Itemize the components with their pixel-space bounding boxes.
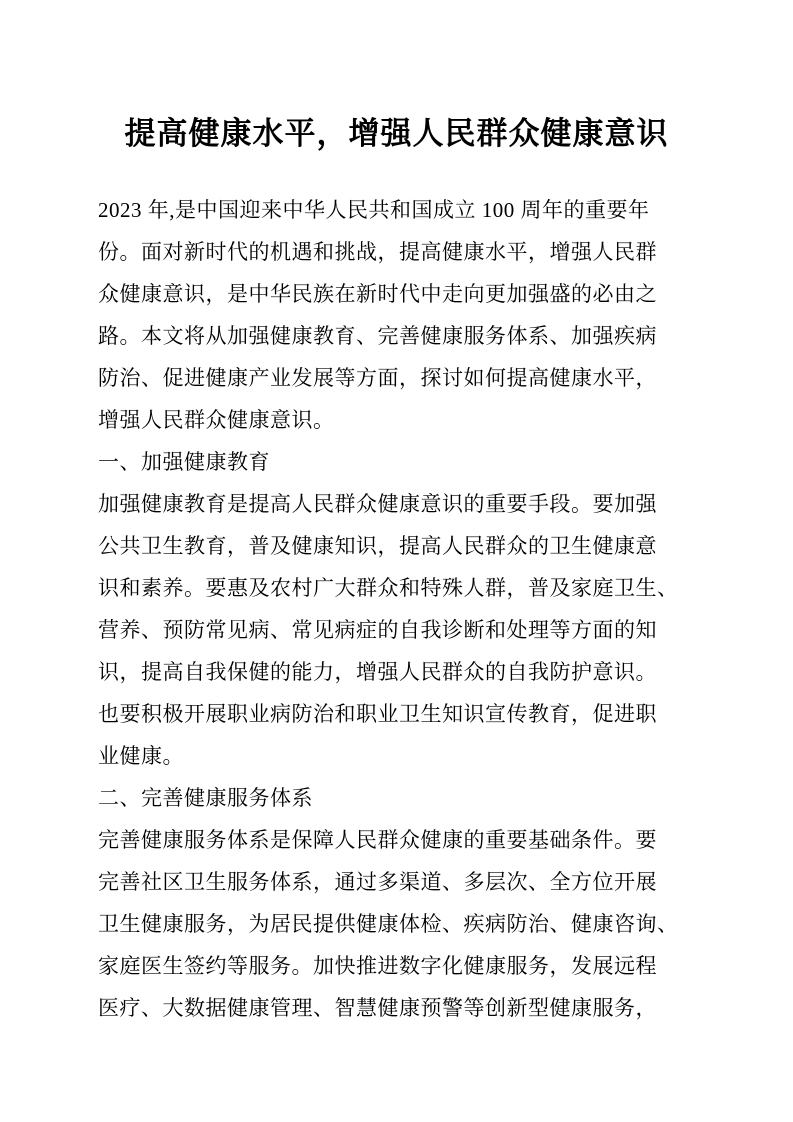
- paragraph-2-line-4: 营养、预防常见病、常见病症的自我诊断和处理等方面的知: [98, 618, 657, 642]
- paragraph-1-line-5: 防治、促进健康产业发展等方面，探讨如何提高健康水平，: [98, 366, 657, 390]
- paragraph-3-line-4: 家庭医生签约等服务。加快推进数字化健康服务，发展远程: [98, 954, 657, 978]
- paragraph-3-line-1: 完善健康服务体系是保障人民群众健康的重要基础条件。要: [98, 828, 657, 852]
- paragraph-1-line-3: 众健康意识，是中华民族在新时代中走向更加强盛的必由之: [98, 282, 657, 306]
- paragraph-2-line-5: 识，提高自我保健的能力，增强人民群众的自我防护意识。: [98, 660, 657, 684]
- paragraph-3-line-5: 医疗、大数据健康管理、智慧健康预警等创新型健康服务，: [98, 996, 657, 1020]
- paragraph-2-line-6: 也要积极开展职业病防治和职业卫生知识宣传教育，促进职: [98, 702, 657, 726]
- paragraph-2-line-2: 公共卫生教育，普及健康知识，提高人民群众的卫生健康意: [98, 534, 657, 558]
- document-body: [98, 189, 694, 1029]
- paragraph-1-line-1: 2023 年,是中国迎来中华人民共和国成立 100 周年的重要年: [98, 198, 650, 222]
- paragraph-3-line-2: 完善社区卫生服务体系，通过多渠道、多层次、全方位开展: [98, 870, 657, 894]
- paragraph-2-line-3: 识和素养。要惠及农村广大群众和特殊人群，普及家庭卫生、: [98, 576, 679, 600]
- section-heading-1: 一、加强健康教育: [98, 450, 270, 474]
- paragraph-1-line-4: 路。本文将从加强健康教育、完善健康服务体系、加强疾病: [98, 324, 657, 348]
- paragraph-3-line-3: 卫生健康服务，为居民提供健康体检、疾病防治、健康咨询、: [98, 912, 679, 936]
- paragraph-1-line-2: 份。面对新时代的机遇和挑战，提高健康水平，增强人民群: [98, 240, 657, 264]
- document-title: 提高健康水平，增强人民群众健康意识: [124, 116, 669, 151]
- paragraph-2-line-7: 业健康。: [98, 744, 184, 768]
- paragraph-1-line-6: 增强人民群众健康意识。: [98, 408, 335, 432]
- section-heading-2: 二、完善健康服务体系: [98, 786, 313, 810]
- paragraph-2-line-1: 加强健康教育是提高人民群众健康意识的重要手段。要加强: [98, 492, 657, 516]
